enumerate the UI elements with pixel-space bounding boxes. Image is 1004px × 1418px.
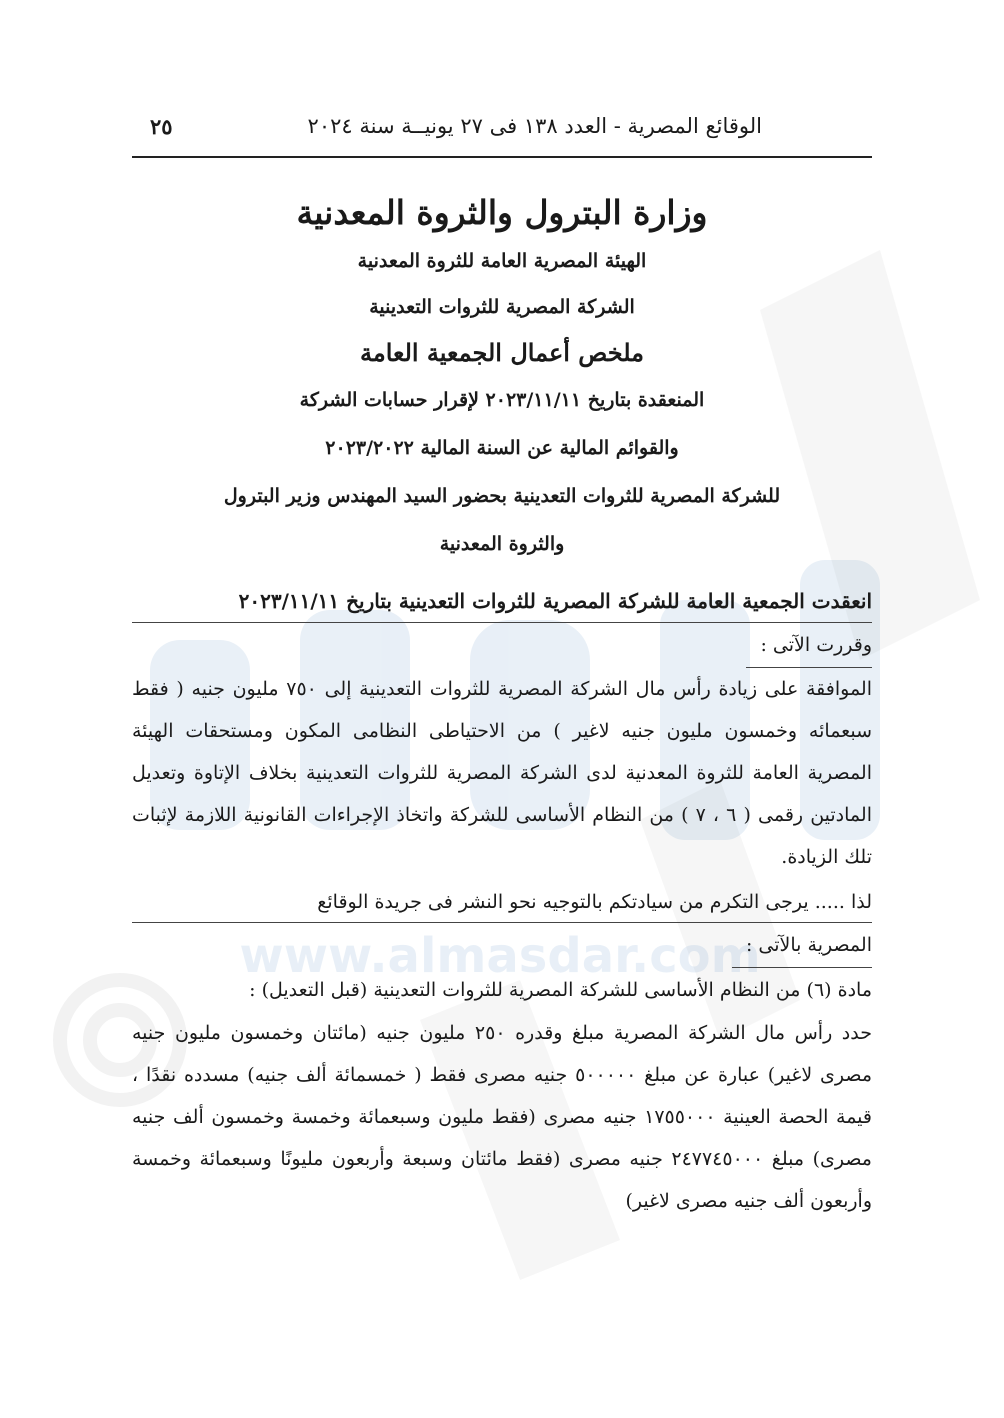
publication-request: لذا ..... يرجى التكرم من سيادتكم بالتوجيه نحو النشر فى جريدة الوقائع [132,882,872,923]
watermark-url: www.almasdar.com [239,928,761,984]
page-number: ٢٥ [150,114,173,139]
gazette-header-title: الوقائع المصرية - العدد ١٣٨ فى ٢٧ يونيــة سنة ٢٠٢٤ [307,114,762,138]
decided-row [132,623,872,668]
authority-title: الهيئة المصرية العامة للثروة المعدنية [357,250,647,272]
meeting-line: للشركة المصرية للثروات التعدينية بحضور السيد المهندس وزير البترول [223,485,781,507]
request-row-2 [132,923,872,968]
article-6-paragraph: حدد رأس مال الشركة المصرية مبلغ وقدره ٢٥٠ مليون جنيه (مائتان وخمسون مليون جنيه مصرى لاغير) عبارة عن مبلغ ٥٠٠٠٠٠ جنيه مصرى فقط ( خمسمائة ألف جنيه) مسدده نقدًا ، قيمة الحصة العينية ١٧٥٥٠٠٠ جنيه مصرى (فقط مليون وسبعمائة وخمسة وخمسون ألف جنيه مصرى) مبلغ ٢٤٧٧٤٥٠٠٠ جنيه مصرى (فقط مائتان وسبعة وأربعون مليونًا وسبعمائة وخمسة وأربعون ألف جنيه مصرى لاغير) [132,1022,872,1212]
document-page [132,100,872,1222]
article-6-label: مادة (٦) من النظام الأساسى للشركة المصرية للثروات التعدينية (قبل التعديل) : [249,979,872,1001]
ministry-title: وزارة البترول والثروة المعدنية [296,193,708,232]
meeting-line: والقوائم المالية عن السنة المالية ٢٠٢٣/٢٠٢٢ [325,437,679,459]
intro-line: انعقدت الجمعية العامة للشركة المصرية للثروات التعدينية بتاريخ ٢٠٢٣/١١/١١ [132,580,872,623]
meeting-line: والثروة المعدنية [439,533,565,555]
meeting-line: المنعقدة بتاريخ ٢٠٢٣/١١/١١ لإقرار حسابات الشركة [299,389,705,411]
company-title: الشركة المصرية للثروات التعدينية [369,296,635,318]
decided-label: وقررت الآتى : [746,623,872,668]
running-header [132,100,872,158]
summary-title: ملخص أعمال الجمعية العامة [359,338,644,367]
decision-paragraph: الموافقة على زيادة رأس مال الشركة المصرية للثروات التعدينية إلى ٧٥٠ مليون جنيه ( فقط سبعمائه وخمسون مليون جنيه لاغير ) من الاحتياطى النظامى المكون ومستحقات الهيئة المصرية العامة للثروة المعدنية لدى الشركة المصرية للثروات التعدينية بخلاف الإتاوة وتعديل المادتين رقمى ( ٦ ، ٧ ) من النظام الأساسى للشركة واتخاذ الإجراءات القانونية اللازمة لإثبات تلك الزيادة. [132,678,872,868]
publication-request-continued: المصرية بالآتى : [732,923,872,968]
